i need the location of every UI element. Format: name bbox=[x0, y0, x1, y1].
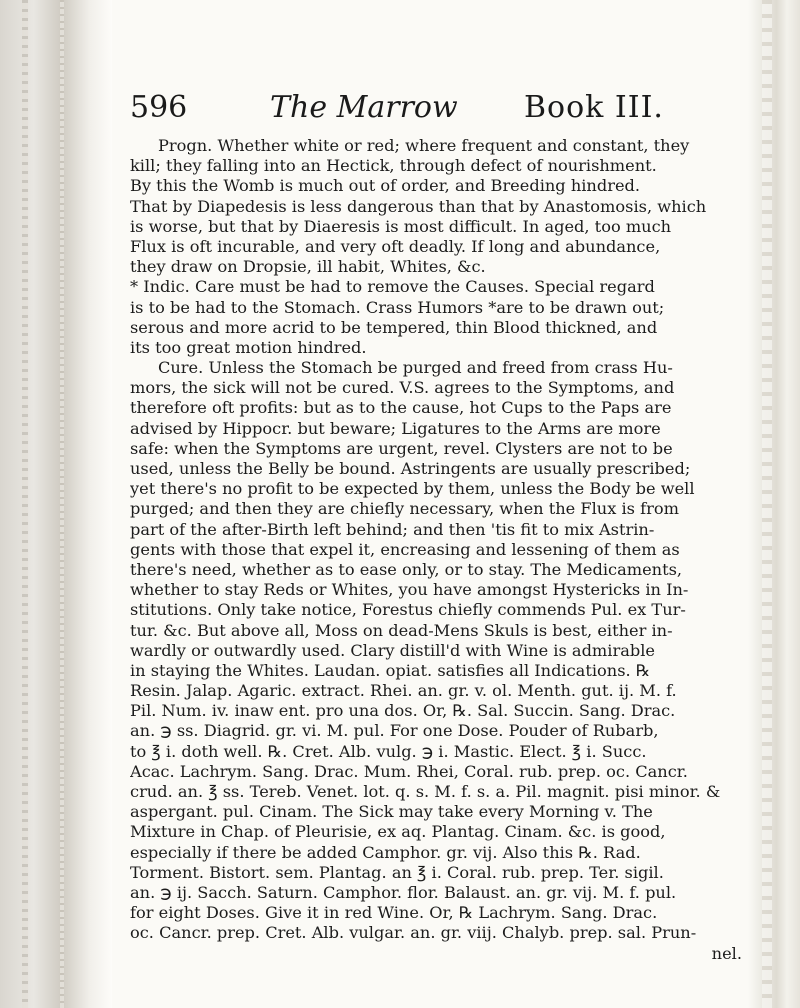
text-line: they draw on Dropsie, ill habit, Whites, &c. bbox=[130, 257, 486, 277]
text-line: part of the after-Birth left behind; and then 'tis fit to mix Astrin- bbox=[130, 519, 655, 539]
text-line: an. ℈ ss. Diagrid. gr. vi. M. pul. For one Dose. Pouder of Rubarb, bbox=[130, 721, 659, 741]
text-line: whether to stay Reds or Whites, you have amongst Hystericks in In- bbox=[130, 580, 689, 600]
text-line: in staying the Whites. Laudan. opiat. satisfies all Indications. ℞ bbox=[130, 660, 651, 680]
text-line: nel. bbox=[711, 943, 742, 963]
text-line: wardly or outwardly used. Clary distill'd with Wine is admirable bbox=[130, 640, 655, 660]
text-line: especially if there be added Camphor. gr. vij. Also this ℞. Rad. bbox=[130, 842, 641, 862]
text-line: oc. Cancr. prep. Cret. Alb. vulgar. an. gr. viij. Chalyb. prep. sal. Prun- bbox=[130, 923, 697, 943]
text-line: is to be had to the Stomach. Crass Humors *are to be drawn out; bbox=[130, 297, 665, 317]
text-line: for eight Doses. Give it in red Wine. Or, ℞ Lachrym. Sang. Drac. bbox=[130, 903, 658, 923]
text-line: yet there's no profit to be expected by them, unless the Body be well bbox=[130, 479, 695, 499]
text-line: stitutions. Only take notice, Forestus chiefly commends Pul. ex Tur- bbox=[130, 600, 686, 620]
text-line: tur. &c. But above all, Moss on dead-Mens Skuls is best, either in- bbox=[130, 620, 673, 640]
page-edge-stack bbox=[748, 0, 800, 1008]
text-line: Pil. Num. iv. inaw ent. pro una dos. Or, ℞. Sal. Succin. Sang. Drac. bbox=[130, 701, 676, 721]
text-line: used, unless the Belly be bound. Astringents are usually prescribed; bbox=[130, 459, 691, 478]
text-line: aspergant. pul. Cinam. The Sick may take every Morning v. The bbox=[130, 802, 653, 822]
text-line: That by Diapedesis is less dangerous than that by Anastomosis, which bbox=[130, 196, 707, 216]
text-line: Cure. Unless the Stomach be purged and freed from crass Hu- bbox=[158, 358, 673, 378]
running-header bbox=[130, 88, 750, 128]
text-line: Acac. Lachrym. Sang. Drac. Mum. Rhei, Coral. rub. prep. oc. Cancr. bbox=[130, 761, 688, 781]
text-line: crud. an. ℥ ss. Tereb. Venet. lot. q. s. M. f. s. a. Pil. magnit. pisi minor. & bbox=[130, 782, 721, 801]
text-line: mors, the sick will not be cured. V.S. agrees to the Symptoms, and bbox=[130, 378, 675, 398]
text-line: kill; they falling into an Hectick, through defect of nourishment. bbox=[130, 156, 657, 176]
text-line: Mixture in Chap. of Pleurisie, ex aq. Plantag. Cinam. &c. is good, bbox=[130, 822, 666, 842]
text-line: safe: when the Symptoms are urgent, revel. Clysters are not to be bbox=[130, 438, 673, 458]
text-line: gents with those that expel it, encreasing and lessening of them as bbox=[130, 539, 680, 559]
text-line: Progn. Whether white or red; where frequent and constant, they bbox=[158, 136, 690, 155]
text-line: serous and more acrid to be tempered, thin Blood thickned, and bbox=[130, 317, 658, 337]
text-line: to ℥ i. doth well. ℞. Cret. Alb. vulg. ℈ i. Mastic. Elect. ℥ i. Succ. bbox=[130, 741, 647, 761]
text-line: * Indic. Care must be had to remove the Causes. Special regard bbox=[130, 277, 655, 297]
text-line: Torment. Bistort. sem. Plantag. an ℥ i. Coral. rub. prep. Ter. sigil. bbox=[130, 862, 664, 882]
book-spine-shadow bbox=[0, 0, 112, 1008]
text-line: is worse, but that by Diaeresis is most difficult. In aged, too much bbox=[130, 216, 672, 236]
text-line: Resin. Jalap. Agaric. extract. Rhei. an. gr. v. ol. Menth. gut. ij. M. f. bbox=[130, 681, 677, 701]
text-line: advised by Hippocr. but beware; Ligatures to the Arms are more bbox=[130, 418, 661, 438]
text-line: purged; and then they are chiefly necessary, when the Flux is from bbox=[130, 499, 679, 519]
running-title: The Marrow bbox=[270, 90, 458, 125]
text-line: Flux is oft incurable, and very oft deadly. If long and abundance, bbox=[130, 236, 661, 256]
body-text bbox=[130, 136, 750, 964]
text-line: By this the Womb is much out of order, and Breeding hindred. bbox=[130, 176, 641, 196]
text-line: its too great motion hindred. bbox=[130, 337, 367, 357]
page-number: 596 bbox=[130, 90, 188, 125]
text-line: therefore oft profits: but as to the cause, hot Cups to the Paps are bbox=[130, 398, 672, 418]
book-label: Book III. bbox=[524, 90, 664, 125]
text-line: an. ℈ ij. Sacch. Saturn. Camphor. flor. Balaust. an. gr. vij. M. f. pul. bbox=[130, 882, 677, 902]
text-line: there's need, whether as to ease only, or to stay. The Medicaments, bbox=[130, 559, 683, 579]
